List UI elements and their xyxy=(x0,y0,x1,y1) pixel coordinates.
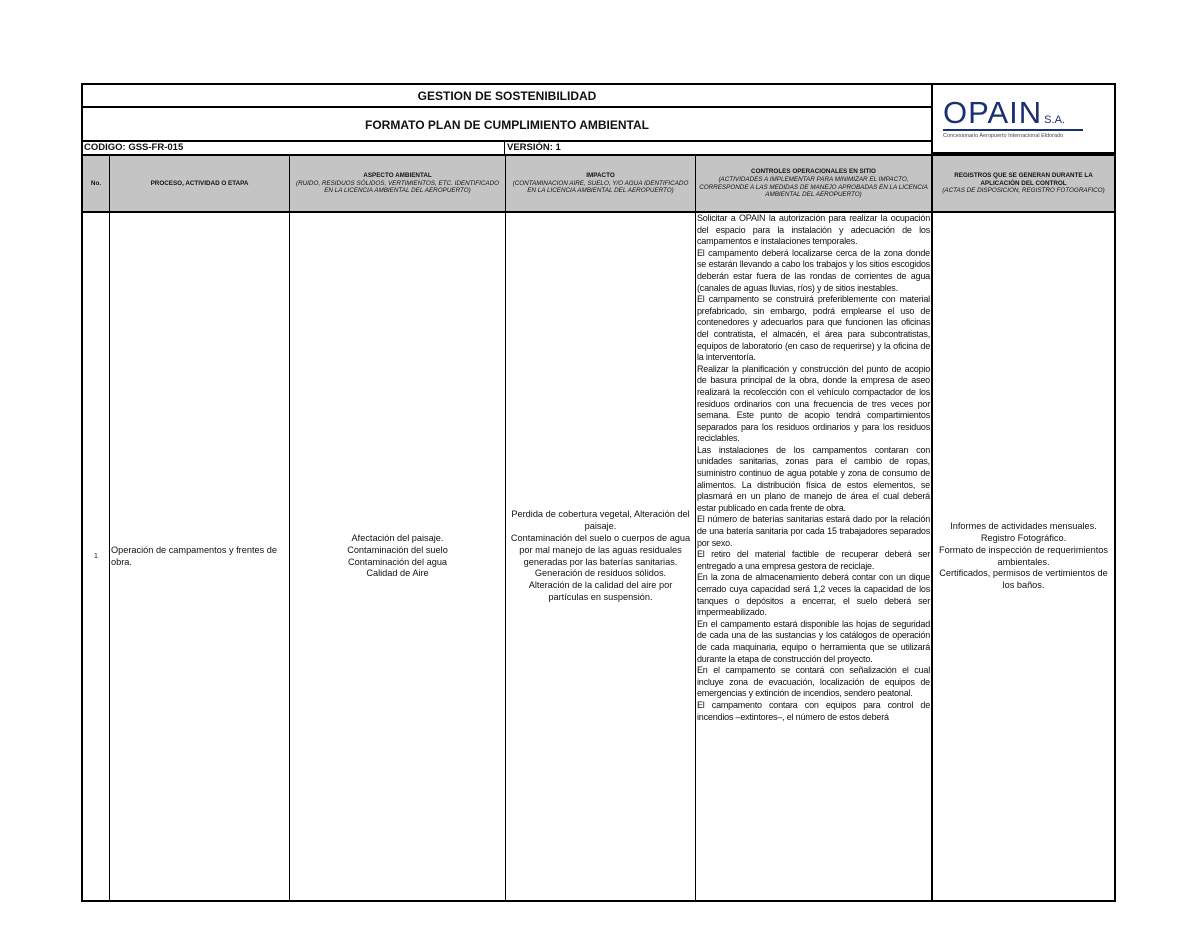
form-subtitle: FORMATO PLAN DE CUMPLIMIENTO AMBIENTAL xyxy=(83,108,931,142)
environmental-compliance-form xyxy=(81,83,1116,902)
code-version-row xyxy=(83,142,931,154)
logo-suffix: S.A. xyxy=(1044,114,1065,126)
col-header-registros: REGISTROS QUE SE GENERAN DURANTE LA APLICACIÓN DEL CONTROL (ACTAS DE DISPOSICION, REGISTRO FOTOGRAFICO) xyxy=(931,154,1114,213)
logo-tagline: Concesionario Aeropuerto Internacional Eldorado xyxy=(943,133,1064,139)
row-aspecto: Afectación del paisaje. Contaminación del suelo Contaminación del agua Calidad de Aire xyxy=(289,213,505,900)
row-controles: Solicitar a OPAIN la autorización para realizar la ocupación del espacio para la instalación y adecuación de los campamentos e instalaciones temporales. El campamento deberá localizarse cerca de la zona donde se estarán llevando a cabo los trabajos y los sitios escogidos deberán estar fuera de las rondas de corrientes de agua (canales de aguas lluvias, ríos) y de sitios inestables. El campamento se construirá preferiblemente con material prefabricado, sin embargo, podrá emplearse el uso de contenedores y adecuarlos para que funcionen las oficinas del contratista, el almacén, el área para subcontratistas, equipos de laboratorio (en caso de requerirse) y la oficina de la interventoría. Realizar la planificación y construcción del punto de acopio de basura principal de la obra, donde la empresa de aseo realizará la recolección con el vehículo compactador de los residuos ordinarios con una frecuencia de tres veces por semana. Este punto de acopio tendrá compartimientos separados para los residuos ordinarios y para los residuos reciclables. Las instalaciones de los campamentos contaran con unidades sanitarias, zonas para el cambio de ropas, suministro continuo de agua potable y zona de consumo de alimentos. La distribución física de estos elementos, se plasmará en un plano de manejo de área el cual deberá estar publicado en cada frente de obra. El número de baterías sanitarias estará dado por la relación de una batería sanitaria por cada 15 trabajadores separados por sexo. El retiro del material factible de recuperar deberá ser entregado a una empresa gestora de reciclaje. En la zona de almacenamiento deberá contar con un dique cerrado cuya capacidad será 1,2 veces la capacidad de los tanques o depósitos a encerrar, el suelo deberá ser impermeabilizado. En el campamento estará disponible las hojas de seguridad de cada una de las sustancias y los catálogos de operación de cada maquinaria, equipo o herramienta que se utilizará durante la etapa de construcción del proyecto. En el campamento se contará con señalización el cual incluye zona de evacuación, localización de equipos de emergencias y extinción de incendios, sendero peatonal. El campamento contara con equipos para control de incendios –extintores–, el número de estos deberá xyxy=(695,213,931,900)
col-header-controles: CONTROLES OPERACIONALES EN SITIO (ACTIVIDADES A IMPLEMENTAR PARA MINIMIZAR EL IMPACTO, CORRESPONDE A LAS MEDIDAS DE MANEJO APROBADAS EN LA LICENCIA AMBIENTAL DEL AEROPUERTO) xyxy=(695,154,931,213)
form-code: CODIGO: GSS-FR-015 xyxy=(83,142,505,154)
row-registros: Informes de actividades mensuales. Registro Fotográfico. Formato de inspección de requerimientos ambientales. Certificados, permisos de vertimientos de los baños. xyxy=(931,213,1114,900)
col-header-aspecto: ASPECTO AMBIENTAL (RUIDO, RESIDUOS SÓLIDOS, VERTIMIENTOS, ETC. IDENTIFICADO EN LA LICENCIA AMBIENTAL DEL AEROPUERTO) xyxy=(289,154,505,213)
row-proceso: Operación de campamentos y frentes de obra. xyxy=(109,213,289,900)
col-header-proceso: PROCESO, ACTIVIDAD O ETAPA xyxy=(109,154,289,213)
col-header-no: No. xyxy=(83,154,109,213)
form-version: VERSIÓN: 1 xyxy=(507,142,561,153)
col-header-impacto: IMPACTO (CONTAMINACION AIRE, SUELO, Y/O AGUA IDENTIFICADO EN LA LICENCIA AMBIENTAL DEL AEROPUERTO) xyxy=(505,154,695,213)
logo-wordmark: OPAIN xyxy=(943,95,1043,130)
form-title: GESTION DE SOSTENIBILIDAD xyxy=(83,85,931,108)
logo-cell xyxy=(931,85,1114,154)
row-number: 1 xyxy=(94,553,98,560)
opain-logo xyxy=(943,97,1108,143)
row-impacto: Perdida de cobertura vegetal, Alteración del paisaje. Contaminación del suelo o cuerpos de agua por mal manejo de las aguas residuales generadas por las baterías sanitarias. Generación de residuos sólidos. Alteración de la calidad del aire por partículas en suspensión. xyxy=(505,213,695,900)
